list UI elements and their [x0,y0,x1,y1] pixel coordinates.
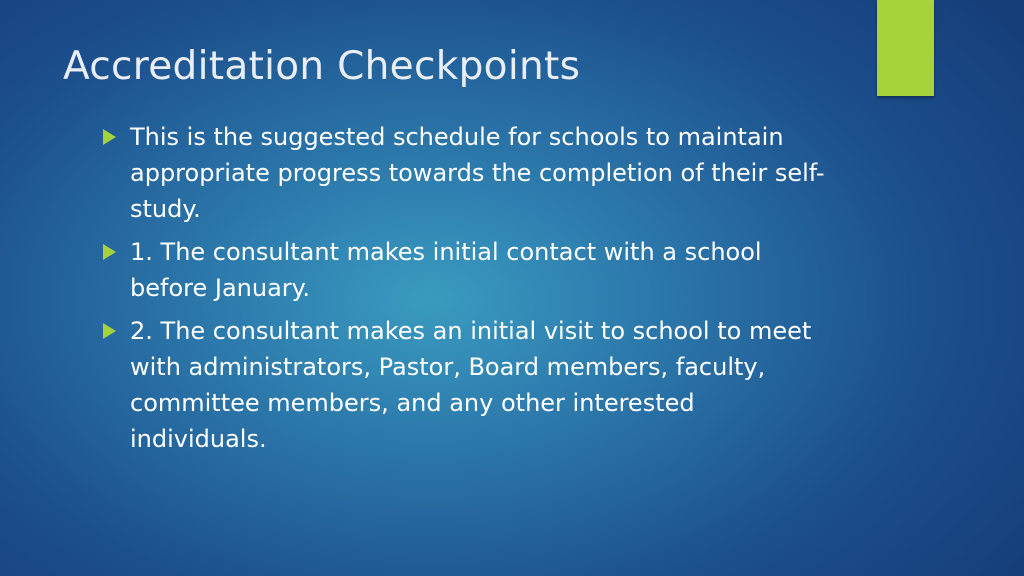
bullet-list [100,119,830,464]
bullet-item [100,313,830,457]
accent-bar [877,0,934,96]
bullet-item [100,234,830,306]
triangle-arrow-icon [103,323,116,339]
bullet-item [100,119,830,227]
bullet-text: 2. The consultant makes an initial visit to school to meet with administrators, Pastor, Board members, faculty, committee members, and any other interested individuals. [130,317,812,453]
bullet-text: 1. The consultant makes initial contact with a school before January. [130,238,762,302]
triangle-arrow-icon [103,244,116,260]
triangle-arrow-icon [103,129,116,145]
bullet-text: This is the suggested schedule for schools to maintain appropriate progress towards the completion of their self-study. [130,123,825,223]
slide-title: Accreditation Checkpoints [63,44,581,89]
